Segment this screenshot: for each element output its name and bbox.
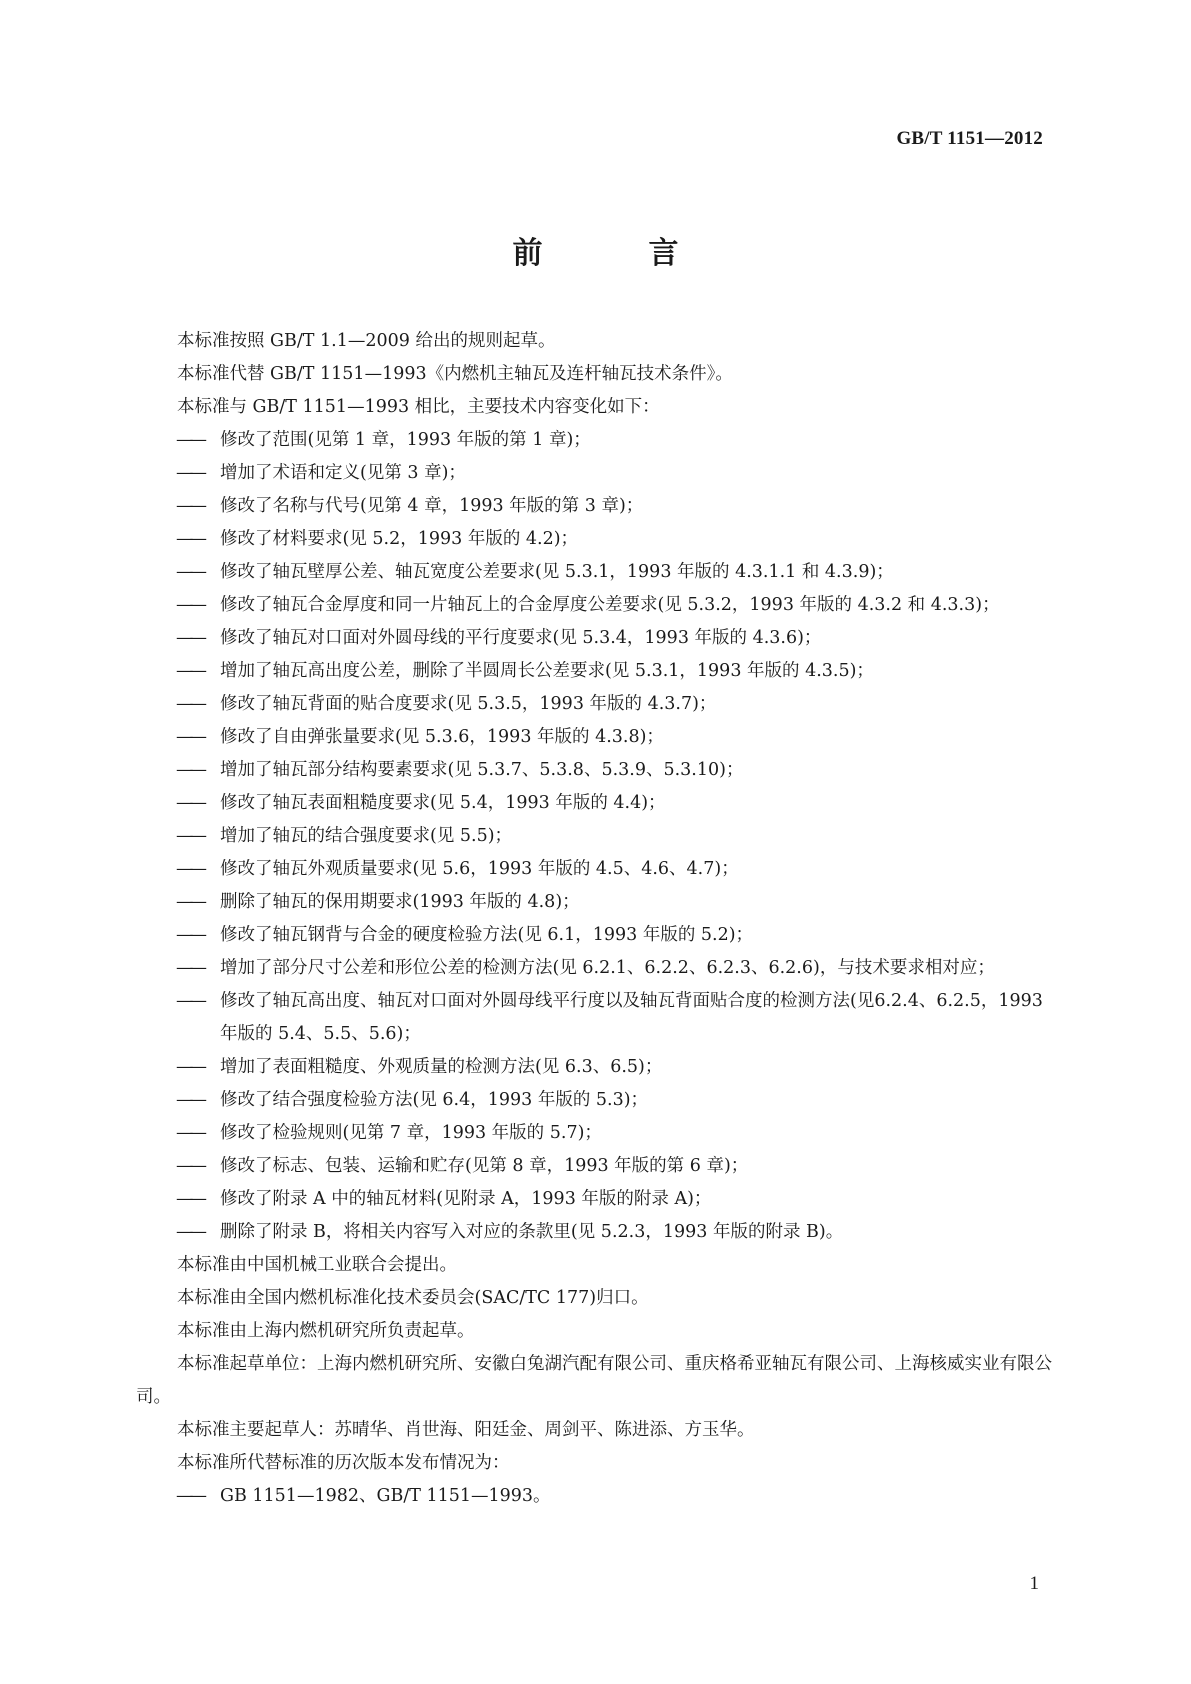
dash-marker: ——	[176, 1156, 203, 1176]
change-item	[136, 490, 1056, 523]
dash-marker: ——	[176, 892, 203, 912]
change-text: 修改了标志、包装、运输和贮存(见第 8 章，1993 年版的第 6 章)；	[220, 1156, 749, 1176]
change-item	[136, 424, 1056, 457]
change-text: 修改了材料要求(见 5.2，1993 年版的 4.2)；	[220, 529, 579, 549]
change-text: 修改了轴瓦合金厚度和同一片轴瓦上的合金厚度公差要求(见 5.3.2，1993 年版的 4.3.2 和 4.3.3)；	[220, 595, 1000, 615]
change-item	[136, 952, 1056, 985]
dash-marker: ——	[176, 463, 203, 483]
dash-marker: ——	[176, 1057, 203, 1077]
dash-marker: ——	[176, 595, 203, 615]
change-item	[136, 1084, 1056, 1117]
change-item	[136, 721, 1056, 754]
page-number: 1	[1029, 1573, 1039, 1594]
change-item	[136, 754, 1056, 787]
change-item	[136, 886, 1056, 919]
paragraph-replaces: 本标准代替 GB/T 1151—1993《内燃机主轴瓦及连杆轴瓦技术条件》。	[177, 364, 733, 384]
change-text: 增加了部分尺寸公差和形位公差的检测方法(见 6.2.1、6.2.2、6.2.3、6.2.6)，与技术要求相对应；	[220, 958, 995, 978]
dash-marker: ——	[176, 1222, 203, 1242]
change-item	[136, 1216, 1056, 1249]
dash-marker: ——	[176, 1123, 203, 1143]
dash-marker: ——	[176, 958, 203, 978]
change-text: 修改了检验规则(见第 7 章，1993 年版的 5.7)；	[220, 1123, 602, 1143]
change-item	[136, 589, 1056, 622]
change-text: 增加了轴瓦的结合强度要求(见 5.5)；	[220, 826, 513, 846]
change-item	[136, 1150, 1056, 1183]
dash-marker: ——	[176, 628, 203, 648]
change-text: 修改了轴瓦表面粗糙度要求(见 5.4，1993 年版的 4.4)；	[220, 793, 666, 813]
change-text: 增加了表面粗糙度、外观质量的检测方法(见 6.3、6.5)；	[220, 1057, 663, 1077]
paragraph-drafting-units: 本标准起草单位：上海内燃机研究所、安徽白兔湖汽配有限公司、重庆格希亚轴瓦有限公司、上海核威实业有限公司。	[136, 1354, 1052, 1407]
history-item	[136, 1480, 1056, 1513]
change-item	[136, 523, 1056, 556]
change-text: 修改了范围(见第 1 章，1993 年版的第 1 章)；	[220, 430, 591, 450]
change-item	[136, 1183, 1056, 1216]
dash-marker: ——	[176, 760, 203, 780]
change-text: 增加了术语和定义(见第 3 章)；	[220, 463, 466, 483]
change-text: 修改了结合强度检验方法(见 6.4，1993 年版的 5.3)；	[220, 1090, 649, 1110]
change-item	[136, 1117, 1056, 1150]
dash-marker: ——	[176, 529, 203, 549]
change-item	[136, 655, 1056, 688]
paragraph-responsible-drafter: 本标准由上海内燃机研究所负责起草。	[177, 1321, 475, 1341]
change-text: 修改了附录 A 中的轴瓦材料(见附录 A，1993 年版的附录 A)；	[220, 1189, 712, 1209]
dash-marker: ——	[176, 430, 203, 450]
change-text: 修改了名称与代号(见第 4 章，1993 年版的第 3 章)；	[220, 496, 644, 516]
history-text: GB 1151—1982、GB/T 1151—1993。	[220, 1486, 551, 1506]
paragraph-history-intro: 本标准所代替标准的历次版本发布情况为：	[177, 1453, 510, 1473]
page-title: 前 言	[512, 236, 717, 271]
dash-marker: ——	[176, 661, 203, 681]
dash-marker: ——	[176, 826, 203, 846]
change-text: 增加了轴瓦部分结构要素要求(见 5.3.7、5.3.8、5.3.9、5.3.10)；	[220, 760, 744, 780]
dash-marker: ——	[176, 1486, 203, 1506]
change-text: 删除了附录 B，将相关内容写入对应的条款里(见 5.2.3，1993 年版的附录 B)。	[220, 1222, 844, 1242]
changes-list	[136, 424, 1056, 1249]
paragraph-committee: 本标准由全国内燃机标准化技术委员会(SAC/TC 177)归口。	[177, 1288, 649, 1308]
change-item	[136, 556, 1056, 589]
paragraph-changes-intro: 本标准与 GB/T 1151—1993 相比，主要技术内容变化如下：	[177, 397, 660, 417]
change-item	[136, 985, 1056, 1051]
standard-code: GB/T 1151—2012	[896, 128, 1043, 149]
change-text: 修改了轴瓦对口面对外圆母线的平行度要求(见 5.3.4，1993 年版的 4.3.6)；	[220, 628, 822, 648]
change-item	[136, 457, 1056, 490]
change-item	[136, 688, 1056, 721]
paragraph-main-drafters: 本标准主要起草人：苏晴华、肖世海、阳廷金、周剑平、陈进添、方玉华。	[177, 1420, 755, 1440]
dash-marker: ——	[176, 496, 203, 516]
change-item	[136, 1051, 1056, 1084]
document-body	[136, 325, 1056, 1513]
change-text: 修改了自由弹张量要求(见 5.3.6，1993 年版的 4.3.8)；	[220, 727, 664, 747]
change-item	[136, 622, 1056, 655]
change-text: 修改了轴瓦背面的贴合度要求(见 5.3.5，1993 年版的 4.3.7)；	[220, 694, 717, 714]
change-text: 增加了轴瓦高出度公差，删除了半圆周长公差要求(见 5.3.1，1993 年版的 4.3.5)；	[220, 661, 874, 681]
change-text: 修改了轴瓦钢背与合金的硬度检验方法(见 6.1，1993 年版的 5.2)；	[220, 925, 754, 945]
dash-marker: ——	[176, 1090, 203, 1110]
change-item	[136, 919, 1056, 952]
dash-marker: ——	[176, 859, 203, 879]
dash-marker: ——	[176, 991, 203, 1011]
change-item	[136, 853, 1056, 886]
change-text: 修改了轴瓦外观质量要求(见 5.6，1993 年版的 4.5、4.6、4.7)；	[220, 859, 739, 879]
paragraph-drafting-rules: 本标准按照 GB/T 1.1—2009 给出的规则起草。	[177, 331, 556, 351]
change-text: 修改了轴瓦高出度、轴瓦对口面对外圆母线平行度以及轴瓦背面贴合度的检测方法(见6.2.4、6.2.5，1993 年版的 5.4、5.5、5.6)；	[220, 991, 1043, 1044]
dash-marker: ——	[176, 793, 203, 813]
dash-marker: ——	[176, 694, 203, 714]
dash-marker: ——	[176, 1189, 203, 1209]
change-item	[136, 787, 1056, 820]
dash-marker: ——	[176, 925, 203, 945]
dash-marker: ——	[176, 727, 203, 747]
dash-marker: ——	[176, 562, 203, 582]
change-item	[136, 820, 1056, 853]
change-text: 修改了轴瓦壁厚公差、轴瓦宽度公差要求(见 5.3.1，1993 年版的 4.3.1.1 和 4.3.9)；	[220, 562, 894, 582]
change-text: 删除了轴瓦的保用期要求(1993 年版的 4.8)；	[220, 892, 580, 912]
paragraph-proposer: 本标准由中国机械工业联合会提出。	[177, 1255, 457, 1275]
